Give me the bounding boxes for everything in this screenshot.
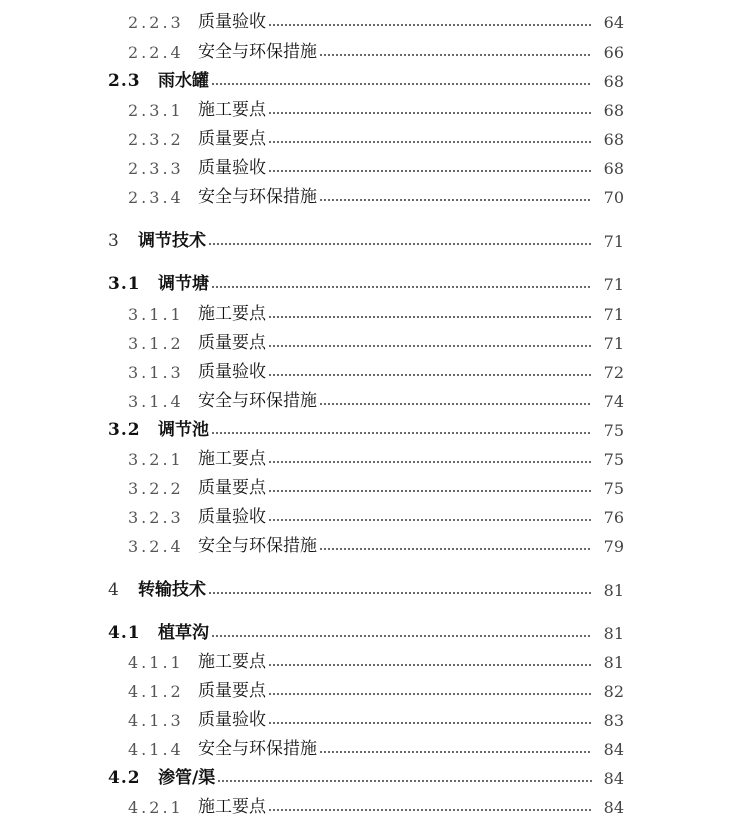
toc-entry-title: 调节塘 (158, 274, 209, 294)
toc-entry-number: 2.3.2 (128, 130, 184, 149)
toc-entry-page-number: 71 (603, 334, 624, 353)
toc-entry-title: 安全与环保措施 (198, 739, 317, 759)
toc-entry-ch[interactable] (108, 576, 624, 605)
toc-entry-sub[interactable] (128, 387, 624, 416)
dot-leader (319, 548, 592, 550)
toc-entry-number: 3.1 (108, 274, 141, 294)
toc-entry-page-number: 82 (603, 682, 624, 701)
toc-entry-sub[interactable] (128, 445, 624, 474)
toc-entry-title: 质量验收 (198, 710, 266, 730)
toc-entry-page-number: 71 (603, 305, 624, 324)
toc-entry-number: 3 (108, 231, 119, 251)
toc-entry-page-number: 66 (603, 43, 624, 62)
toc-entry-sub[interactable] (128, 677, 624, 706)
toc-entry-title: 转输技术 (138, 580, 206, 600)
toc-entry-title: 质量要点 (198, 129, 266, 149)
toc-entry-sub[interactable] (128, 96, 624, 125)
dot-leader (268, 170, 592, 172)
toc-entry-sec[interactable] (108, 764, 624, 793)
toc-entry-sec[interactable] (108, 270, 624, 299)
toc-entry-number: 3.1.1 (128, 305, 184, 324)
dot-leader (268, 490, 592, 492)
toc-entry-page-number: 71 (603, 232, 624, 251)
toc-entry-number: 4.1.3 (128, 711, 184, 730)
dot-leader (319, 199, 592, 201)
toc-entry-sub[interactable] (128, 706, 624, 735)
toc-entry-page-number: 81 (603, 624, 624, 643)
toc-entry-sec[interactable] (108, 67, 624, 96)
toc-entry-number: 3.1.2 (128, 334, 184, 353)
dot-leader (268, 345, 592, 347)
toc-entry-page-number: 70 (603, 188, 624, 207)
toc-entry-title: 施工要点 (198, 304, 266, 324)
dot-leader (268, 112, 592, 114)
toc-entry-sub[interactable] (128, 300, 624, 329)
toc-entry-number: 2.3 (108, 71, 141, 91)
toc-entry-page-number: 76 (603, 508, 624, 527)
toc-entry-number: 3.2 (108, 420, 141, 440)
toc-entry-page-number: 68 (603, 101, 624, 120)
toc-entry-page-number: 72 (603, 363, 624, 382)
toc-entry-title: 调节池 (158, 420, 209, 440)
dot-leader (268, 141, 592, 143)
dot-leader (208, 243, 592, 245)
toc-entry-page-number: 71 (603, 275, 624, 294)
toc-entry-page-number: 68 (603, 72, 624, 91)
toc-entry-page-number: 68 (603, 130, 624, 149)
toc-entry-sub[interactable] (128, 38, 624, 67)
toc-entry-page-number: 84 (603, 740, 624, 759)
dot-leader (211, 286, 592, 288)
toc-entry-page-number: 81 (603, 653, 624, 672)
toc-entry-number: 3.2.4 (128, 537, 184, 556)
toc-entry-title: 施工要点 (198, 449, 266, 469)
toc-entry-number: 4.2 (108, 768, 141, 788)
toc-entry-title: 质量验收 (198, 507, 266, 527)
dot-leader (211, 635, 592, 637)
dot-leader (211, 83, 592, 85)
dot-leader (211, 432, 592, 434)
toc-entry-page-number: 81 (603, 581, 624, 600)
dot-leader (268, 722, 592, 724)
toc-entry-title: 调节技术 (138, 231, 206, 251)
dot-leader (208, 592, 592, 594)
toc-entry-number: 4 (108, 580, 119, 600)
toc-entry-number: 2.3.1 (128, 101, 184, 120)
toc-entry-page-number: 84 (603, 769, 624, 788)
dot-leader (268, 809, 592, 811)
toc-entry-page-number: 64 (603, 13, 624, 32)
toc-entry-title: 植草沟 (158, 623, 209, 643)
dot-leader (268, 316, 592, 318)
toc-entry-number: 3.2.2 (128, 479, 184, 498)
toc-entry-sub[interactable] (128, 154, 624, 183)
toc-entry-sub[interactable] (128, 793, 624, 822)
toc-entry-number: 4.1.4 (128, 740, 184, 759)
dot-leader (268, 374, 592, 376)
toc-entry-sub[interactable] (128, 8, 624, 37)
toc-entry-sub[interactable] (128, 735, 624, 764)
toc-entry-title: 质量验收 (198, 158, 266, 178)
toc-entry-sub[interactable] (128, 183, 624, 212)
toc-entry-sub[interactable] (128, 503, 624, 532)
toc-entry-sub[interactable] (128, 532, 624, 561)
toc-entry-title: 施工要点 (198, 797, 266, 817)
dot-leader (319, 751, 592, 753)
toc-entry-number: 4.1 (108, 623, 141, 643)
toc-entry-title: 质量要点 (198, 478, 266, 498)
toc-entry-ch[interactable] (108, 227, 624, 256)
toc-entry-title: 安全与环保措施 (198, 42, 317, 62)
dot-leader (268, 24, 592, 26)
toc-entry-sec[interactable] (108, 619, 624, 648)
dot-leader (319, 403, 592, 405)
toc-entry-number: 3.1.3 (128, 363, 184, 382)
toc-entry-number: 2.3.3 (128, 159, 184, 178)
toc-entry-sub[interactable] (128, 358, 624, 387)
toc-entry-page-number: 79 (603, 537, 624, 556)
toc-entry-title: 安全与环保措施 (198, 536, 317, 556)
toc-entry-title: 质量要点 (198, 681, 266, 701)
toc-entry-number: 3.2.3 (128, 508, 184, 527)
dot-leader (268, 664, 592, 666)
dot-leader (268, 693, 592, 695)
toc-entry-page-number: 75 (603, 479, 624, 498)
toc-entry-title: 施工要点 (198, 652, 266, 672)
toc-entry-page-number: 74 (603, 392, 624, 411)
toc-entry-number: 3.2.1 (128, 450, 184, 469)
toc-entry-page-number: 75 (603, 421, 624, 440)
dot-leader (319, 54, 592, 56)
dot-leader (268, 519, 592, 521)
toc-entry-title: 质量要点 (198, 333, 266, 353)
toc-entry-page-number: 84 (603, 798, 624, 817)
toc-entry-number: 2.2.4 (128, 43, 184, 62)
toc-entry-number: 2.2.3 (128, 13, 184, 32)
dot-leader (268, 461, 592, 463)
toc-entry-page-number: 75 (603, 450, 624, 469)
toc-entry-page-number: 83 (603, 711, 624, 730)
toc-entry-title: 安全与环保措施 (198, 391, 317, 411)
toc-entry-number: 2.3.4 (128, 188, 184, 207)
toc-entry-title: 渗管/渠 (158, 768, 216, 788)
toc-entry-sub[interactable] (128, 125, 624, 154)
toc-entry-sec[interactable] (108, 416, 624, 445)
toc-entry-number: 3.1.4 (128, 392, 184, 411)
toc-entry-number: 4.2.1 (128, 798, 184, 817)
dot-leader (217, 780, 592, 782)
toc-entry-number: 4.1.1 (128, 653, 184, 672)
toc-entry-title: 质量验收 (198, 12, 266, 32)
toc-entry-sub[interactable] (128, 648, 624, 677)
toc-entry-title: 雨水罐 (158, 71, 209, 91)
toc-entry-number: 4.1.2 (128, 682, 184, 701)
toc-entry-sub[interactable] (128, 329, 624, 358)
toc-entry-page-number: 68 (603, 159, 624, 178)
toc-entry-title: 质量验收 (198, 362, 266, 382)
toc-entry-title: 施工要点 (198, 100, 266, 120)
toc-entry-title: 安全与环保措施 (198, 187, 317, 207)
toc-entry-sub[interactable] (128, 474, 624, 503)
